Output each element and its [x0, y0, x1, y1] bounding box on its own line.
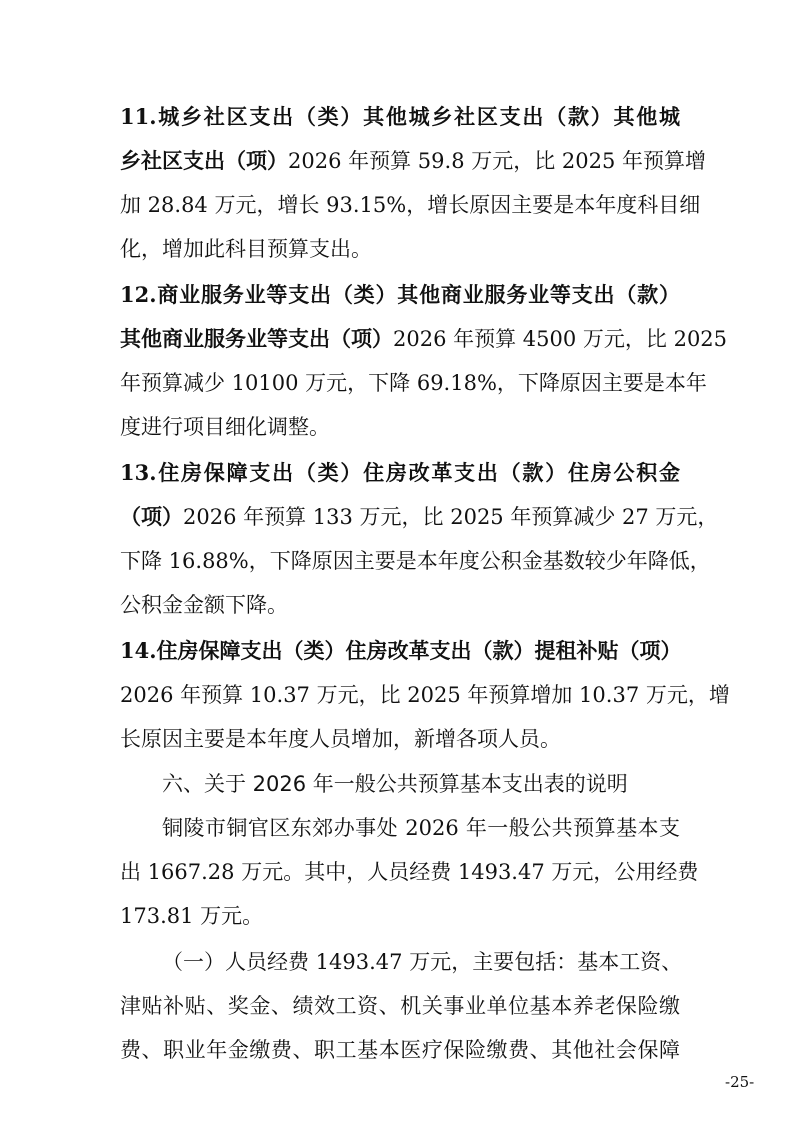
page-number: -25-	[725, 1073, 755, 1091]
para-personnel-line-3	[120, 1028, 680, 1072]
heading-six	[162, 762, 680, 806]
section-13-text-3: 公积金金额下降。	[120, 593, 288, 617]
section-13-text-1: 2026 年预算 133 万元，比 2025 年预算减少 27 万元，	[183, 505, 719, 529]
section-12-title-part-2: 其他商业服务业等支出（项）	[120, 326, 393, 351]
para-personnel-line-1	[162, 940, 683, 984]
section-11-line-4	[120, 227, 680, 271]
section-14-line-3	[120, 717, 680, 761]
section-12-title-part-1: 12.商业服务业等支出（类）其他商业服务业等支出（款）	[120, 282, 680, 307]
section-11-line-2	[120, 139, 707, 183]
para-personnel-line-2	[120, 984, 680, 1028]
section-13-text-2: 下降 16.88%，下降原因主要是本年度公积金基数较少年降低，	[120, 549, 711, 573]
section-11-line-3	[120, 183, 701, 227]
section-11-title-part-2: 乡社区支出（项）	[120, 148, 288, 173]
para-six-line-2	[120, 850, 699, 894]
para-six-text-1: 铜陵市铜官区东郊办事处 2026 年一般公共预算基本支	[162, 816, 680, 840]
section-11-text-1: 2026 年预算 59.8 万元，比 2025 年预算增	[288, 149, 707, 173]
section-13-line-4	[120, 583, 680, 627]
section-13-title-part-2: （项）	[120, 504, 183, 529]
para-personnel-text-3: 费、职业年金缴费、职工基本医疗保险缴费、其他社会保障	[120, 1038, 680, 1062]
para-personnel-text-1: （一）人员经费 1493.47 万元，主要包括：基本工资、	[162, 950, 683, 974]
heading-six-text: 六、关于 2026 年一般公共预算基本支出表的说明	[162, 772, 628, 796]
para-six-line-1	[162, 806, 680, 850]
section-11-text-3: 化，增加此科目预算支出。	[120, 237, 372, 261]
section-13-line-1	[120, 451, 680, 495]
section-11-text-2: 加 28.84 万元，增长 93.15%，增长原因主要是本年度科目细	[120, 193, 701, 217]
section-12-text-3: 度进行项目细化调整。	[120, 415, 330, 439]
section-13-line-3	[120, 539, 711, 583]
section-14-line-2	[120, 673, 730, 717]
section-14-text-2: 长原因主要是本年度人员增加，新增各项人员。	[120, 727, 561, 751]
section-13-title-part-1: 13.住房保障支出（类）住房改革支出（款）住房公积金	[120, 460, 680, 485]
section-12-line-4	[120, 405, 680, 449]
section-12-text-1: 2026 年预算 4500 万元，比 2025	[393, 327, 728, 351]
section-14-line-1	[120, 629, 680, 673]
para-six-line-3	[120, 894, 680, 938]
section-13-line-2	[120, 495, 719, 539]
section-12-line-1	[120, 273, 680, 317]
section-12-line-3	[120, 361, 707, 405]
para-personnel-text-2: 津贴补贴、奖金、绩效工资、机关事业单位基本养老保险缴	[120, 994, 680, 1018]
section-11-title-part-1: 11.城乡社区支出（类）其他城乡社区支出（款）其他城	[120, 104, 680, 129]
para-six-text-2: 出 1667.28 万元。其中，人员经费 1493.47 万元，公用经费	[120, 860, 699, 884]
section-14-text-1: 2026 年预算 10.37 万元，比 2025 年预算增加 10.37 万元，增	[120, 683, 730, 707]
section-12-text-2: 年预算减少 10100 万元，下降 69.18%，下降原因主要是本年	[120, 371, 707, 395]
section-11-line-1	[120, 95, 680, 139]
section-14-title: 14.住房保障支出（类）住房改革支出（款）提租补贴（项）	[120, 638, 682, 663]
section-12-line-2	[120, 317, 728, 361]
para-six-text-3: 173.81 万元。	[120, 904, 264, 928]
